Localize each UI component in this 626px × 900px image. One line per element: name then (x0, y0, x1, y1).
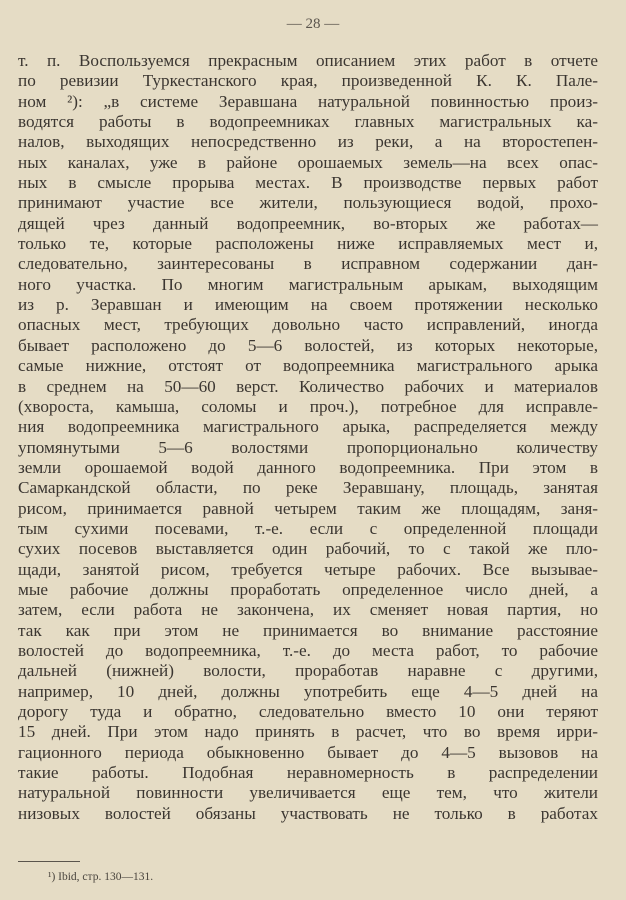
text-line: тым сухими посевами, т.-е. если с определенной площади (18, 518, 598, 538)
text-line: т. п. Воспользуемся прекрасным описанием этих работ в отчете (18, 51, 598, 70)
text-line: Самаркандской области, по реке Зеравшану, площадь, занятая (18, 478, 598, 498)
footnote-divider (18, 861, 80, 862)
body-text (18, 51, 598, 824)
text-line: ных в смысле прорыва местах. В производстве первых работ (18, 173, 598, 193)
text-line: волостей до водопреемника, т.-е. до места работ, то рабочие (18, 640, 598, 660)
text-line: следовательно, заинтересованы в исправном содержании дан- (18, 254, 598, 274)
text-line: например, 10 дней, должны употребить еще 4—5 дней на (18, 681, 598, 701)
text-line: рисом, принимается равной четырем таким же площадям, заня- (18, 498, 598, 518)
text-line: (хвороста, камыша, соломы и проч.), потребное для исправле- (18, 396, 598, 416)
text-line: натуральной повинности увеличивается еще тем, что жители (18, 783, 598, 803)
text-line: затем, если работа не закончена, их сменяет новая партия, но (18, 600, 598, 620)
text-line: гационного периода обыкновенно бывает до 4—5 вызовов на (18, 742, 598, 762)
text-line: щади, занятой рисом, требуется четыре рабочих. Все вызывае- (18, 559, 598, 579)
text-line: 15 дней. При этом надо принять в расчет, что во время ирри- (18, 722, 598, 742)
text-line: бывает расположено до 5—6 волостей, из которых некоторые, (18, 335, 598, 355)
text-line: упомянутыми 5—6 волостями пропорционально количеству (18, 437, 598, 457)
text-line: принимают участие все жители, пользующиеся водой, прохо- (18, 193, 598, 213)
page-number: — 28 — (286, 16, 340, 32)
text-line: низовых волостей обязаны участвовать не только в работах (18, 803, 598, 823)
text-line: водятся работы в водопреемниках главных магистральных ка- (18, 112, 598, 132)
text-line: в среднем на 50—60 верст. Количество рабочих и материалов (18, 376, 598, 396)
text-line: дорогу туда и обратно, следовательно вместо 10 они теряют (18, 702, 598, 721)
text-line: по ревизии Туркестанского края, произведенной К. К. Пале- (18, 71, 598, 91)
text-line: самые нижние, отстоят от водопреемника магистрального арыка (18, 356, 598, 376)
text-line: налов, выходящих непосредственно из реки, а на второстепен- (18, 132, 598, 152)
text-line: опасных мест, требующих довольно часто исправлений, иногда (18, 315, 598, 335)
text-line: сухих посевов выставляется один рабочий, то с такой же пло- (18, 539, 598, 559)
text-line: земли орошаемой водой данного водопреемника. При этом в (18, 457, 598, 477)
text-line: ных каналах, уже в районе орошаемых земель—на всех опас- (18, 152, 598, 172)
text-line: только те, которые расположены ниже исправляемых мест и, (18, 234, 598, 254)
footnote: ¹) Ibid, стр. 130—131. (48, 871, 154, 883)
text-line: так как при этом не принимается во внимание расстояние (18, 620, 598, 640)
text-line: дящей чрез данный водопреемник, во-вторых же работах— (18, 213, 598, 233)
text-line: дальней (нижней) волости, проработав наравне с другими, (18, 661, 598, 681)
text-line: такие работы. Подобная неравномерность в распределении (18, 763, 598, 783)
text-line: ном ²): „в системе Зеравшана натуральной повинностью произ- (18, 91, 598, 111)
text-line: ния водопреемника магистрального арыка, распределяется между (18, 417, 598, 437)
text-line: мые рабочие должны проработать определенное число дней, а (18, 579, 598, 599)
text-line: ного участка. По многим магистральным арыкам, выходящим (18, 274, 598, 294)
text-line: из р. Зеравшан и имеющим на своем протяжении несколько (18, 295, 598, 315)
